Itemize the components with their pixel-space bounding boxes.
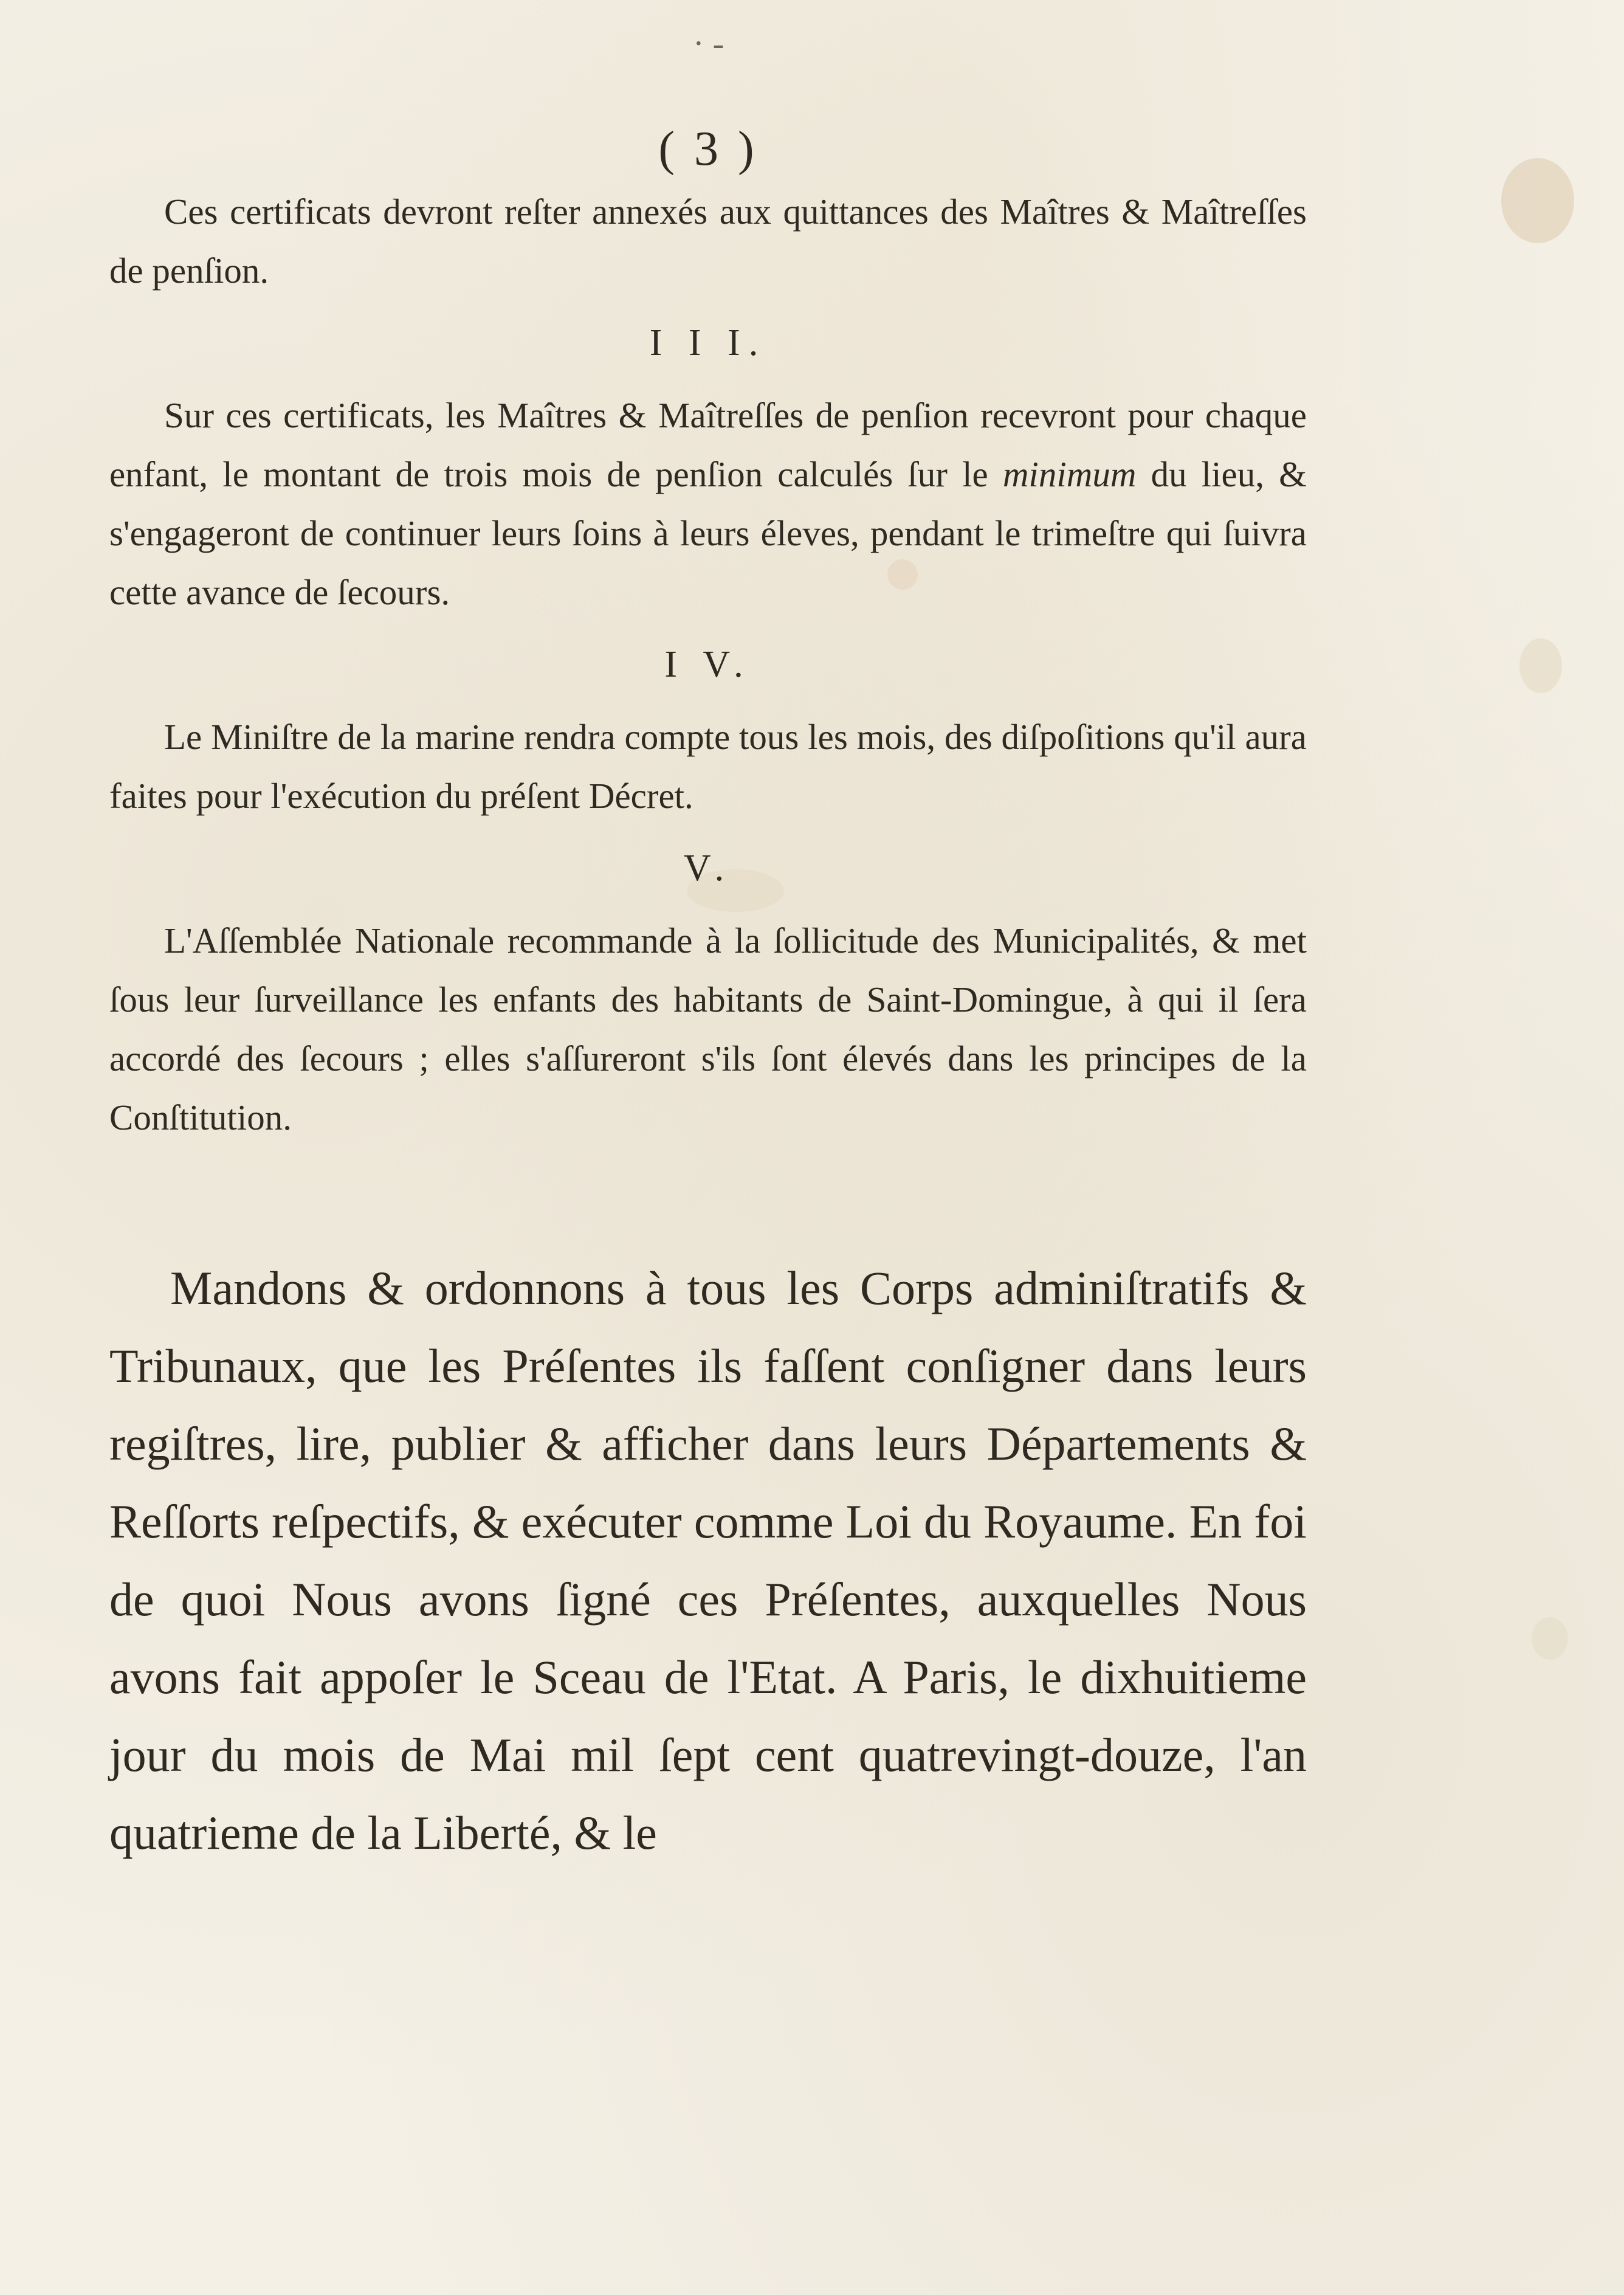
article-heading-3: I I I.	[649, 322, 767, 364]
decree-articles	[109, 182, 1307, 1147]
article-heading-4: I V.	[664, 644, 752, 685]
article-3-emphasis: minimum	[1002, 454, 1137, 494]
article-3-text-end: du lieu, & s'engageront de continuer leurs ſoins à leurs éleves, pendant le trimeſtre qui ſuivra cette avance de ſecours.	[109, 454, 1307, 612]
closing-paragraph: Mandons & ordonnons à tous les Corps adminiſtratifs & Tribunaux, que les Préſentes ils faſſent conſigner dans leurs regiſtres, lire, publier & afficher dans leurs Départements & Reſſorts reſpectifs, & exécuter comme Loi du Royaume. En foi de quoi Nous avons ſigné ces Préſentes, auxquelles Nous avons fait appoſer le Sceau de l'Etat. A Paris, le dixhuitieme jour du mois de Mai mil ſept cent quatrevingt-douze, l'an quatrieme de la Liberté, & le	[109, 1261, 1307, 1859]
paper-stain	[1501, 158, 1574, 243]
article-3-text	[109, 386, 1307, 622]
article-3-text-start: Sur ces certificats, les Maîtres & Maîtreſſes de penſion recevront pour chaque enfant, le montant de trois mois de penſion calculés ſur le	[109, 395, 1307, 494]
continuation-paragraph: Ces certificats devront reſter annexés aux quittances des Maîtres & Maîtreſſes de penſion.	[109, 192, 1307, 291]
article-heading-5: V.	[683, 847, 733, 889]
article-4-text: Le Miniſtre de la marine rendra compte tous les mois, des diſpoſitions qu'il aura faites pour l'exécution du préſent Décret.	[109, 717, 1307, 816]
paper-stain	[1532, 1617, 1568, 1660]
article-5-text: L'Aſſemblée Nationale recommande à la ſollicitude des Municipalités, & met ſous leur ſurveillance les enfants des habitants de Saint-Domingue, à qui il ſera accordé des ſecours ; elles s'aſſureront s'ils ſont élevés dans les principes de la Conſtitution.	[109, 920, 1307, 1137]
paper-stain	[1519, 638, 1562, 693]
top-mark: · -	[693, 25, 724, 63]
closing-formula	[109, 1249, 1307, 1872]
page-number: ( 3 )	[658, 122, 758, 176]
